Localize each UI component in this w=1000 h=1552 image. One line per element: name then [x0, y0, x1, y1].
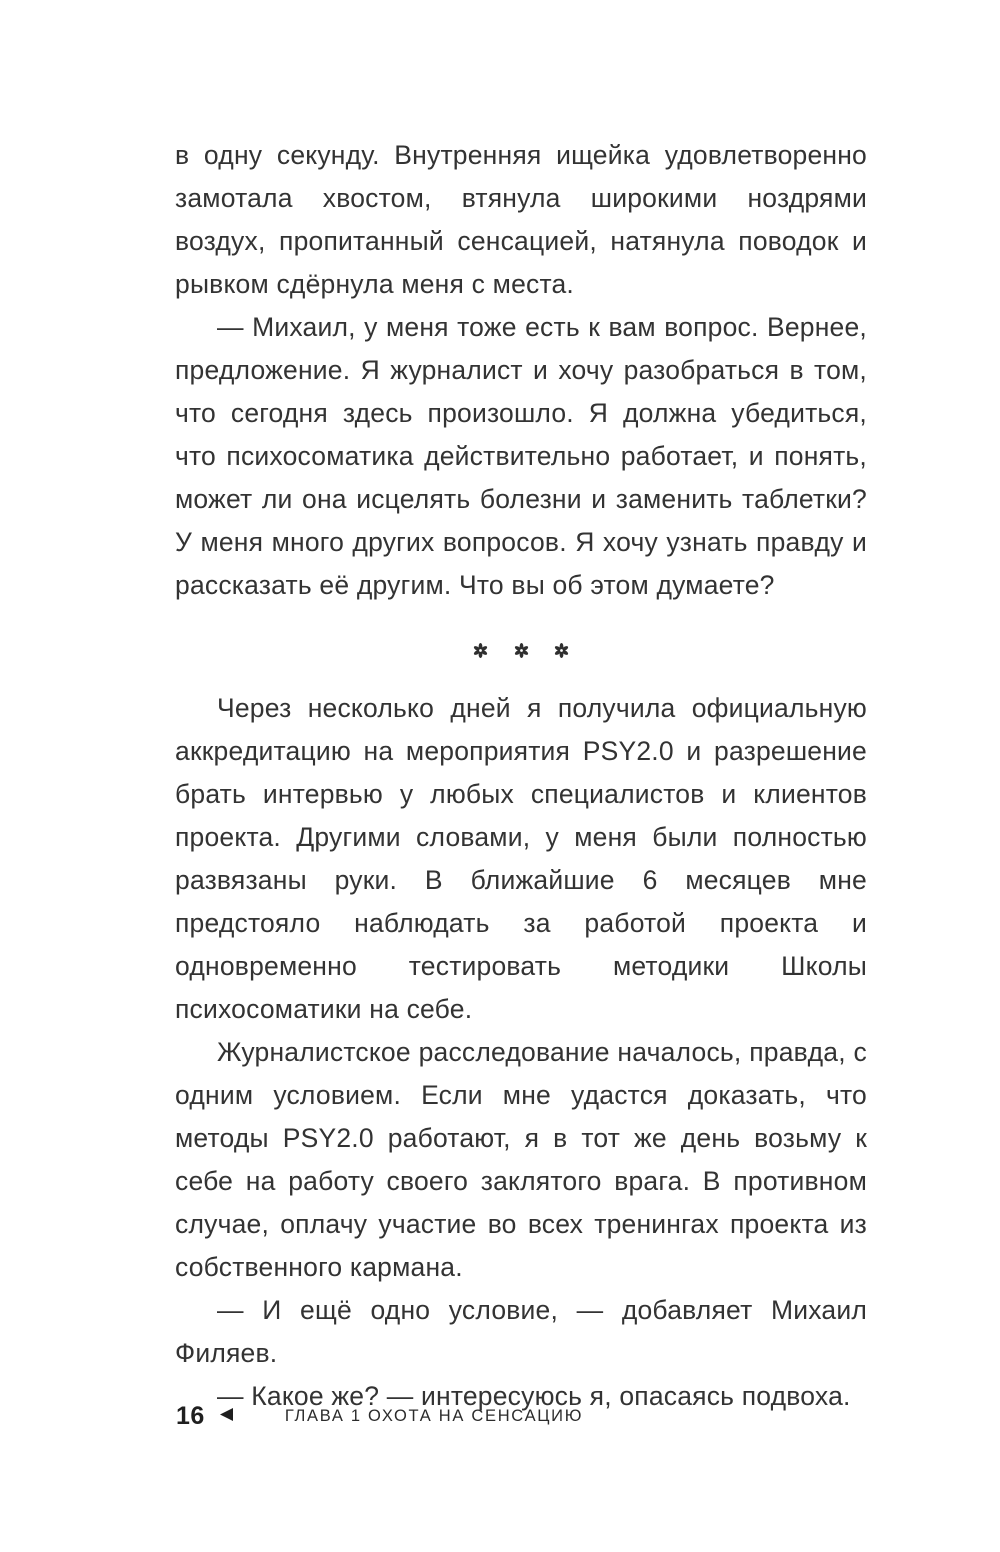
paragraph: в одну секунду. Внутренняя ищейка удовлетворенно замотала хвостом, втянула широкими ноздрями воздух, пропитанный сенсацией, натянула поводок и рывком сдёрнула меня с места.	[175, 140, 867, 299]
paragraph: — И ещё одно условие, — добавляет Михаил Филяев.	[175, 1295, 867, 1368]
paragraph: — Михаил, у меня тоже есть к вам вопрос. Вернее, предложение. Я журналист и хочу разобраться в том, что сегодня здесь произошло. Я должна убедиться, что психосоматика действительно работает, и понять, может ли она исцелять болезни и заменить таблетки? У меня много других вопросов. Я хочу узнать правду и рассказать её другим. Что вы об этом думаете?	[175, 312, 867, 600]
flower-icon	[473, 643, 488, 658]
page-footer	[176, 1402, 583, 1431]
page-text	[175, 134, 867, 1418]
page-number: 16	[176, 1402, 205, 1430]
paragraph: Через несколько дней я получила официальную аккредитацию на мероприятия PSY2.0 и разрешение брать интервью у любых специалистов и клиентов проекта. Другими словами, у меня были полностью развязаны руки. В ближайшие 6 месяцев мне предстояло наблюдать за работой проекта и одновременно тестировать методики Школы психосоматики на себе.	[175, 693, 867, 1024]
flower-icon	[514, 643, 529, 658]
flower-icon	[554, 643, 569, 658]
paragraph: — Какое же? — интересуюсь я, опасаясь подвоха.	[217, 1381, 851, 1411]
left-triangle-icon	[220, 1408, 233, 1426]
paragraph: Журналистское расследование началось, правда, с одним условием. Если мне удастся доказать, что методы PSY2.0 работают, я в тот же день возьму к себе на работу своего заклятого врага. В противном случае, оплачу участие во всех тренингах проекта из собственного кармана.	[175, 1037, 867, 1282]
section-separator	[175, 638, 867, 658]
chapter-title: ГЛАВА 1 ОХОТА НА СЕНСАЦИЮ	[284, 1407, 584, 1425]
